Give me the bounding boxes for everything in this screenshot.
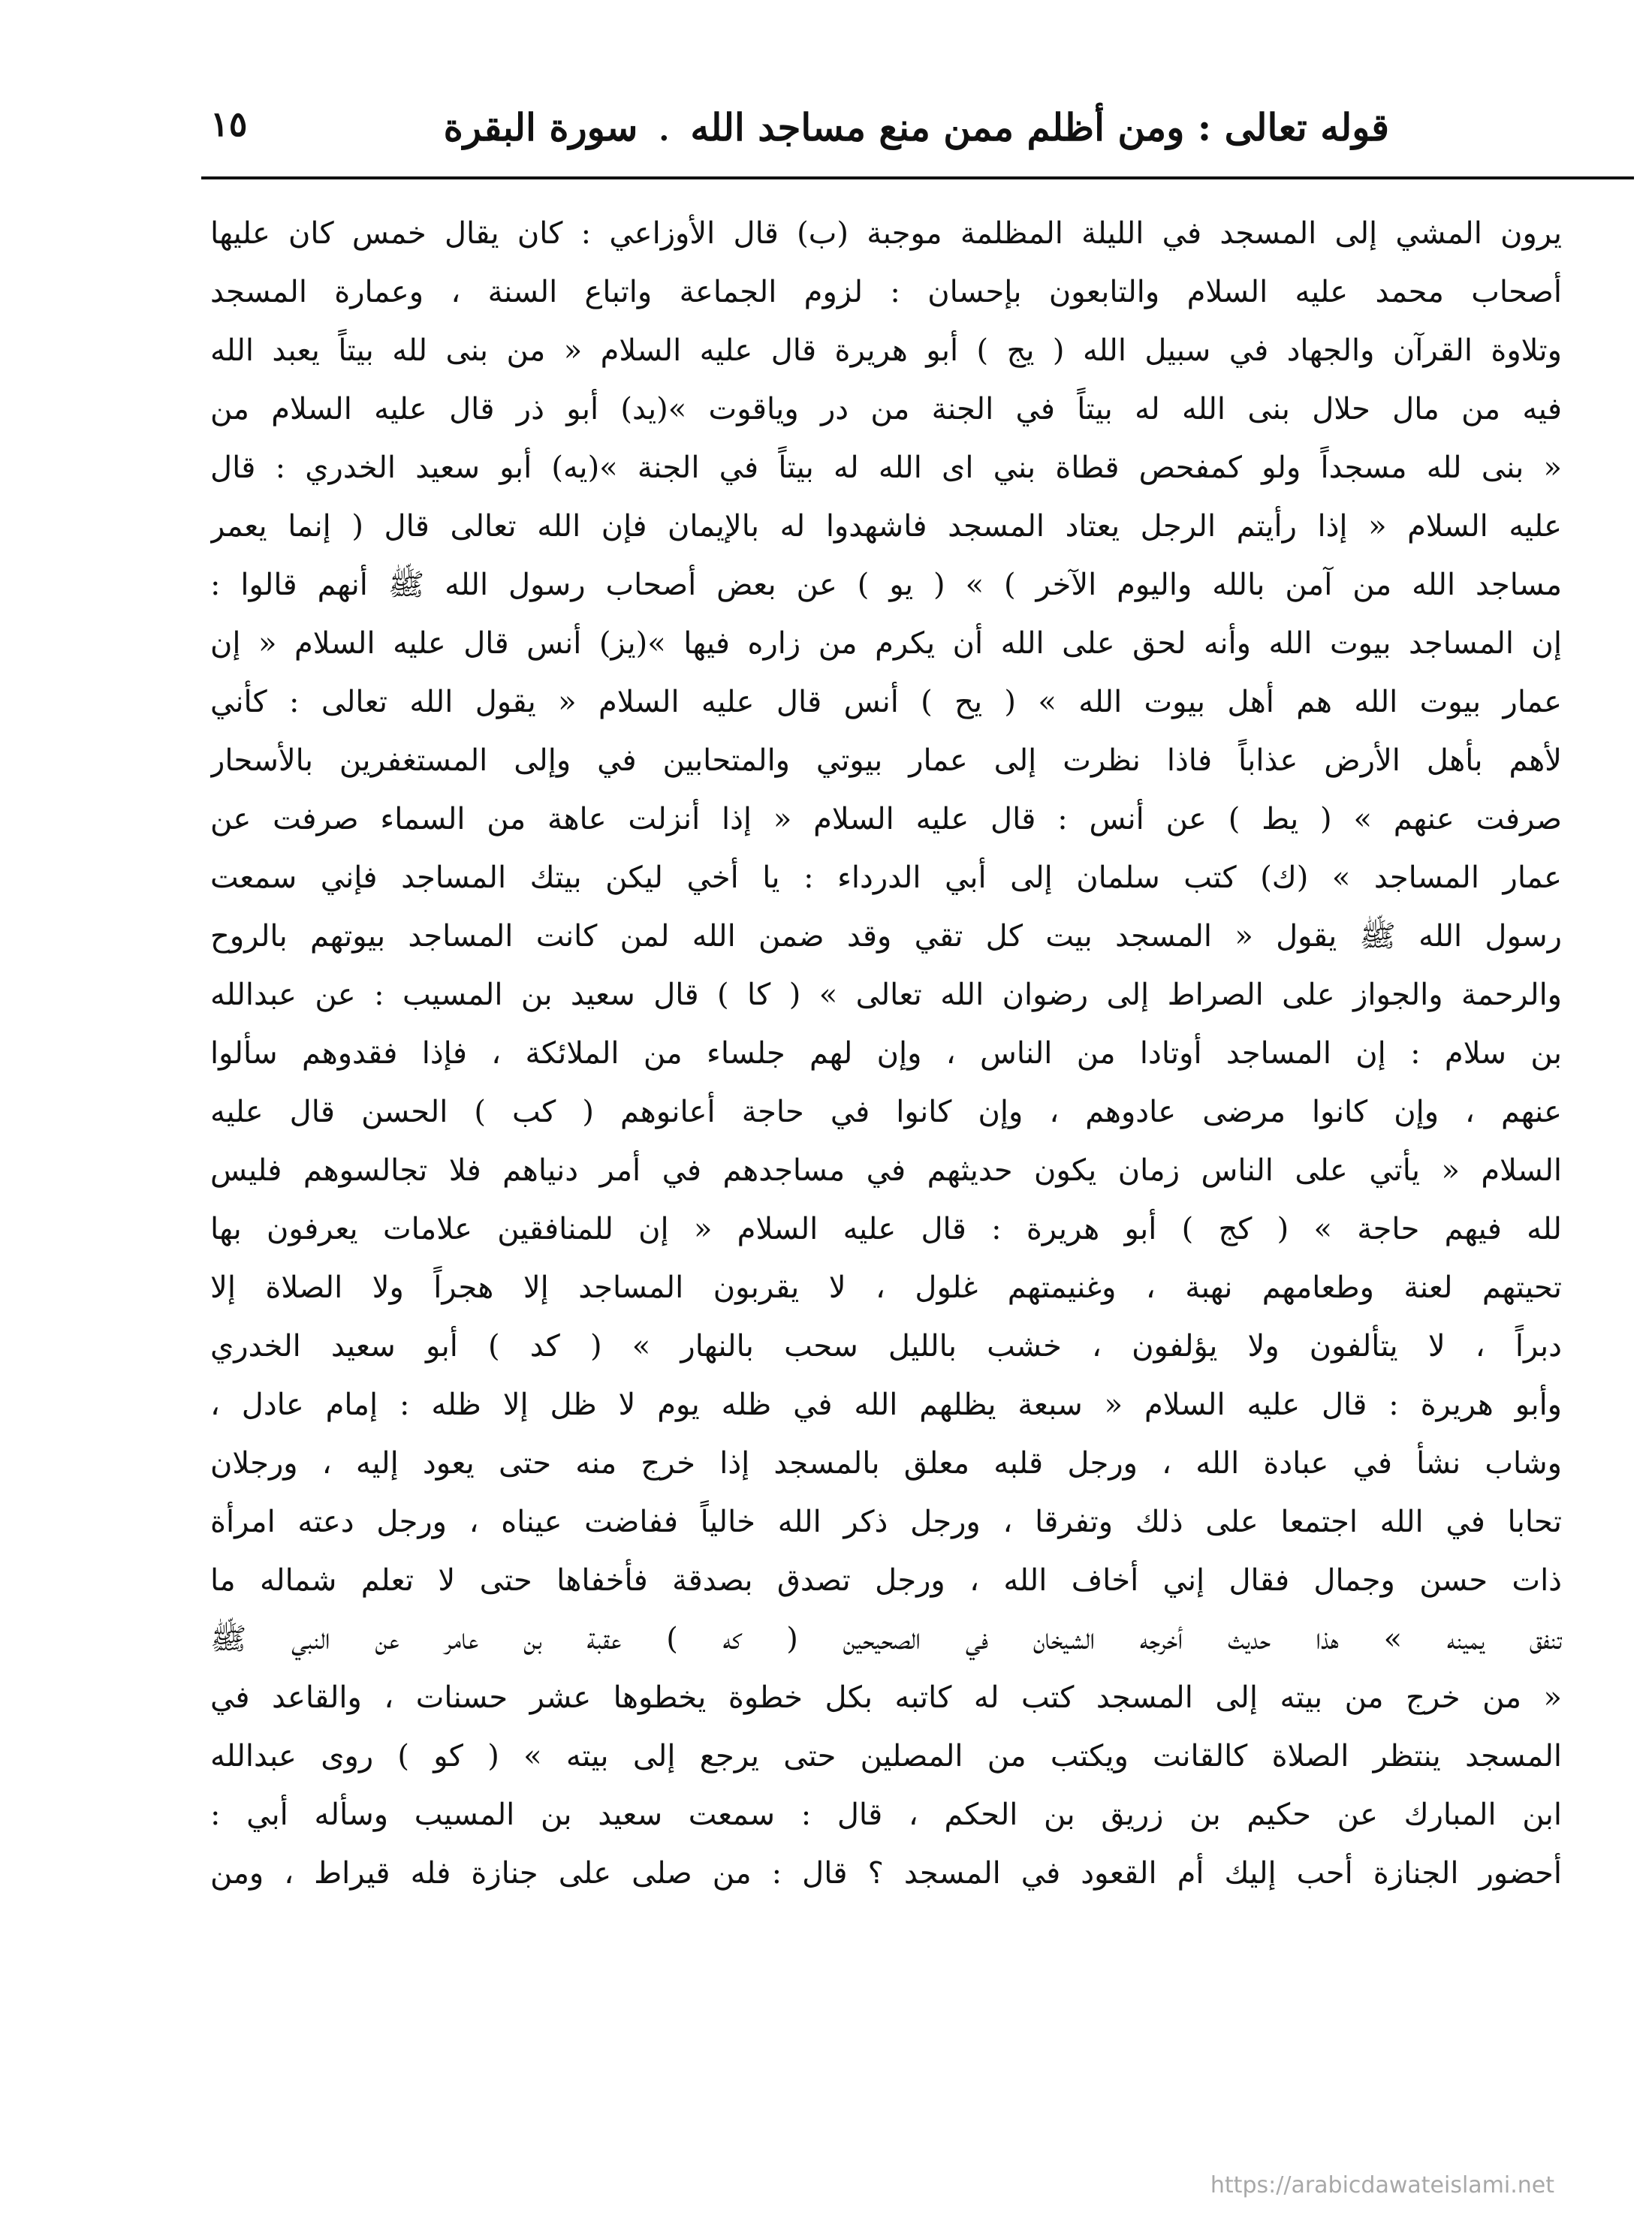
text-line: عمار المساجد » (ك) كتب سلمان إلى أبي الدرداء : يا أخي ليكن بيتك المساجد فإني سمعت [210, 860, 1562, 895]
text-line: تنفق يمينه » هذا حديث أخرجه الشيخان في الصحيحين ( كه ) عقبة بن عامر عن النبي ﷺ [210, 1622, 1562, 1656]
text-line: رسول الله ﷺ يقول « المسجد بيت كل تقي وقد ضمن الله لمن كانت المساجد بيوتهم بالروح [210, 919, 1562, 954]
body-text [210, 204, 1562, 1903]
text-line: إن المساجد بيوت الله وأنه لحق على الله أن يكرم من زاره فيها »(يز) أنس قال عليه السلام « إن [210, 626, 1562, 661]
text-line: لأهم بأهل الأرض عذاباً فاذا نظرت إلى عمار بيوتي والمتحابين في وإلى المستغفرين بالأسحار [210, 743, 1562, 778]
text-line: ابن المبارك عن حكيم بن زريق بن الحكم ، قال : سمعت سعيد بن المسيب وسأله أبي : [210, 1798, 1562, 1832]
text-line: « بنى لله مسجداً ولو كمفحص قطاة بني اى الله له بيتاً في الجنة »(يه) أبو سعيد الخدري : قال [210, 451, 1562, 485]
text-line: دبراً ، لا يتألفون ولا يؤلفون ، خشب بالليل سحب بالنهار » ( كد ) أبو سعيد الخدري [210, 1329, 1562, 1364]
text-line: أحضور الجنازة أحب إليك أم القعود في المسجد ؟ قال : من صلى على جنازة فله قيراط ، ومن [210, 1856, 1562, 1891]
text-line: تحابا في الله اجتمعا على ذلك وتفرقا ، ورجل ذكر الله خالياً ففاضت عيناه ، ورجل دعته امرأة [210, 1505, 1562, 1539]
text-line: وأبو هريرة : قال عليه السلام « سبعة يظلهم الله في ظله يوم لا ظل إلا ظله : إمام عادل ، [210, 1388, 1562, 1422]
running-head-surah: سورة البقرة [443, 105, 638, 149]
header-rule [201, 176, 1634, 179]
page-number: ١٥ [210, 104, 248, 144]
text-line: صرفت عنهم » ( يط ) عن أنس : قال عليه السلام « إذا أنزلت عاهة من السماء صرفت عن [210, 802, 1562, 836]
text-line: مساجد الله من آمن بالله واليوم الآخر ) » ( يو ) عن بعض أصحاب رسول الله ﷺ أنهم قالوا : [210, 568, 1562, 602]
text-line: وشاب نشأ في عبادة الله ، ورجل قلبه معلق بالمسجد إذا خرج منه حتى يعود إليه ، ورجلان [210, 1446, 1562, 1481]
text-line: أصحاب محمد عليه السلام والتابعون بإحسان : لزوم الجماعة واتباع السنة ، وعمارة المسجد [210, 275, 1562, 309]
text-line: السلام « يأتي على الناس زمان يكون حديثهم في مساجدهم في أمر دنياهم فلا تجالسوهم فليس [210, 1153, 1562, 1188]
running-head-title: قوله تعالى : ومن أظلم ممن منع مساجد الله [690, 105, 1389, 149]
text-line: يرون المشي إلى المسجد في الليلة المظلمة موجبة (ب) قال الأوزاعي : كان يقال خمس كان عليها [210, 216, 1562, 251]
text-line: والرحمة والجواز على الصراط إلى رضوان الله تعالى » ( كا ) قال سعيد بن المسيب : عن عبدالله [210, 978, 1562, 1012]
text-line: « من خرج من بيته إلى المسجد كتب له كاتبه بكل خطوة يخطوها عشر حسنات ، والقاعد في [210, 1680, 1562, 1715]
text-line: تحيتهم لعنة وطعامهم نهبة ، وغنيمتهم غلول ، لا يقربون المساجد إلا هجراً ولا الصلاة إلا [210, 1270, 1562, 1305]
running-head [444, 105, 1389, 149]
text-line: عليه السلام « إذا رأيتم الرجل يعتاد المسجد فاشهدوا له بالإيمان فإن الله تعالى قال ( إنما يعمر [210, 509, 1562, 544]
text-line: المسجد ينتظر الصلاة كالقانت ويكتب من المصلين حتى يرجع إلى بيته » ( كو ) روى عبدالله [210, 1739, 1562, 1773]
text-line: فيه من مال حلال بنى الله له بيتاً في الجنة من در وياقوت »(يد) أبو ذر قال عليه السلام من [210, 392, 1562, 426]
text-line: ذات حسن وجمال فقال إني أخاف الله ، ورجل تصدق بصدقة فأخفاها حتى لا تعلم شماله ما [210, 1563, 1562, 1598]
text-line: لله فيهم حاجة » ( كج ) أبو هريرة : قال عليه السلام « إن للمنافقين علامات يعرفون بها [210, 1212, 1562, 1246]
text-line: وتلاوة القرآن والجهاد في سبيل الله ( يج ) أبو هريرة قال عليه السلام « من بنى لله بيتاً يعبد الله [210, 333, 1562, 368]
text-line: بن سلام : إن المساجد أوتادا من الناس ، وإن لهم جلساء من الملائكة ، فإذا فقدوهم سألوا [210, 1036, 1562, 1071]
text-line: عنهم ، وإن كانوا مرضى عادوهم ، وإن كانوا في حاجة أعانوهم ( كب ) الحسن قال عليه [210, 1095, 1562, 1129]
running-head-separator: . [659, 113, 670, 148]
watermark-url: https://arabicdawateislami.net [1210, 2172, 1554, 2198]
text-line: عمار بيوت الله هم أهل بيوت الله » ( يح ) أنس قال عليه السلام « يقول الله تعالى : كأني [210, 685, 1562, 719]
